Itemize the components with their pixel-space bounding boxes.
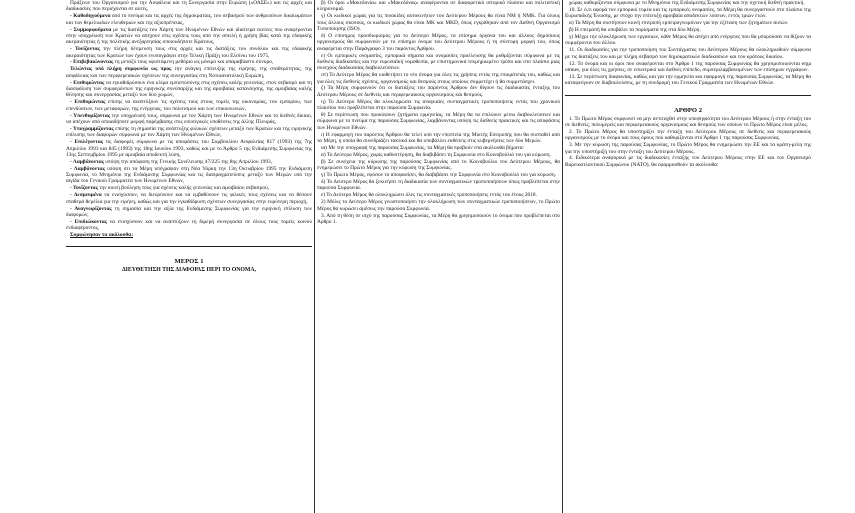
- article-clause: β) Σε συνέχεια της κύρωσης της παρούσας Συμφωνίας από το Κοινοβούλιο του Δεύτερου Μέρους, θα ενημερώσει το Πρώτο Μέρος για την κύρωση της Συμφωνίας.: [317, 158, 560, 172]
- article-clause: 10. Σε ό,τι αφορά τον εμπορικό τομέα και τις εμπορικές ονομασίες, τα Μέρη θα συνεργαστούν στο πλαίσιο της Ευρωπαϊκής Ένωσης, με στόχο την επίτευξη αμοιβαία αποδεκτών λύσεων, εντός τριών ετών.: [565, 6, 811, 20]
- preamble-paragraph: [66, 159, 312, 165]
- article-clause: 2. Το Πρώτο Μέρος θα υποστηρίξει την ένταξη του Δεύτερου Μέρους σε διεθνείς και περιφερειακούς οργανισμούς με το όνομα και τους όρους που καθορίζονται στο Άρθρο 1 της παρούσας Συμφωνίας.: [565, 128, 811, 142]
- preamble-paragraph: [66, 166, 312, 185]
- article-clause: 11. Οι διαδικασίες για την τροποποίηση του Συντάγματος του Δεύτερου Μέρους θα ολοκληρωθούν σύμφωνα με τις διατάξεις του και με πλήρη σεβασμό των δημοκρατικών διαδικασιών και του κράτους δικαίου.: [565, 47, 811, 60]
- article-clause: γ) Οι κωδικοί χώρας για τις πινακίδες αυτοκινήτων του Δεύτερου Μέρους θα είναι ΝΜ ή NMK. Για όλους τους άλλους σκοπούς, οι κωδικοί χώρας θα είναι MK και MKD, όπως εγκρίθηκαν από τον Διεθνή Οργανισμό Τυποποίησης (ΙSO).: [317, 13, 560, 32]
- agreed-line: Συμφώνησαν τα ακόλουθα:: [70, 232, 133, 239]
- paragraph-text: επίσης τη σημασία της ανάπτυξης φιλικών σχέσεων μεταξύ των Κρατών και της ειρηνικής επίλυσης των διαφορών σύμφωνα με τον Χάρτη των Ηνωμένων Εθνών,: [66, 125, 312, 139]
- preamble-paragraph: [66, 139, 312, 158]
- paragraph-text: τις διαφορές σύμφωνα με τις αποφάσεις του Συμβουλίου Ασφαλείας 817 (1993) της 7ης Απριλίου 1993 και 845 (1993) της 18ης Ιουνίου 1993, καθώς και με το Άρθρο 5 της Ενδιάμεσης Συμφωνίας της 13ης Σεπτεμβρίου 1995 με αμοιβαία αποδεκτή λύση,: [66, 139, 312, 158]
- article-clause: η) Το Δεύτερο Μέρος θα ολοκληρώσει τις αναγκαίες συνταγματικές τροποποιήσεις εντός του χρονικού πλαισίου που προβλέπεται στην παρούσα Συμφωνία.: [317, 98, 560, 112]
- paragraph-text: την υποχρέωσή τους, σύμφωνα με τον Χάρτη των Ηνωμένων Εθνών και το διεθνές δίκαιο, να απέχουν από οποιαδήποτε μορφή παρέμβασης στις εσωτερικές υποθέσεις της άλλης Πλευράς,: [66, 112, 312, 125]
- article-clause: ια) Με την υπογραφή της παρούσας Συμφωνίας, τα Μέρη θα προβούν στα ακόλουθα βήματα:: [321, 144, 524, 151]
- paragraph-lead: - Δεσμευμένα: [70, 192, 105, 199]
- paragraph-text: τη μεταξύ τους υφιστάμενη μεθόριο ως μόνιμο και απαραβίαστο σύνορο,: [114, 59, 274, 66]
- paragraph-text: να ενισχύσουν, να διευρύνουν και να εμβαθύνουν τις φιλικές τους σχέσεις και να θέσουν σταθερά θεμέλια για την ειρήνη, καθώς και για την εγκαθίδρυση σχέσεων συνεργασίας στην ευρύτερη περιοχή,: [66, 192, 312, 205]
- paragraph-lead: - Επιβεβαιώνοντας: [70, 59, 115, 66]
- part-title: ΜΕΡΟΣ 1: [174, 258, 204, 266]
- paragraph-text: την κοινή βούληση τους για σχέσεις καλής γειτονίας και αμοιβαίου σεβασμού,: [99, 185, 270, 192]
- preamble-paragraph: [66, 46, 312, 59]
- paragraph-lead: - Επιλέγοντας: [70, 139, 106, 146]
- preamble-paragraph: [66, 113, 312, 126]
- paragraph-text: την ανάγκη επίτευξης της ειρήνης, της σταθερότητας, της ασφάλειας και των περιφερειακών σχέσεων της συνεργασίας στη Νοτιοανατολική Ευρώπη,: [66, 66, 312, 79]
- preamble-paragraph: [66, 206, 312, 219]
- paragraph-text: Πράξεων του Οργανισμού για την Ασφάλεια και τη Συνεργασία στην Ευρώπη («ΟΑΣΕ») και τις αρχές και διαδικασίες που περιέχονται σε αυτές,: [66, 0, 312, 13]
- paragraph-lead: - Τονίζοντας: [70, 46, 104, 53]
- paragraph-lead: - Επιδιώκοντας: [70, 218, 110, 225]
- part-subtitle: ΔΙΕΥΘΕΤΗΣΗ ΤΗΣ ΔΙΑΦΟΡΑΣ ΠΕΡΙ ΤΟ ΟΝΟΜΑ,: [121, 267, 257, 274]
- article-clause: 12. Το όνομα και οι όροι που αναφέρονται στο Άρθρο 1 της παρούσας Συμφωνίας θα χρησιμοποιούνται erga omnes, για όλες τις χρήσεις, σε εσωτερικό και διεθνές επίπεδο, συμπεριλαμβανομένων των επίσημων εγγράφων.: [565, 60, 811, 73]
- column-right: [565, 0, 811, 513]
- article-clause: ζ) Τα Μέρη συμφωνούν ότι οι διατάξεις του παρόντος Άρθρου δεν θίγουν τις διαδικασίες ένταξης του Δεύτερου Μέρους σε διεθνείς και περιφερειακούς οργανισμούς και θεσμούς.: [317, 85, 560, 98]
- paragraph-text: να εγκαθιδρύσουν ένα κλίμα εμπιστοσύνης στις σχέσεις καλής γειτονίας, στον σεβασμό και τη διασφάλιση των συμφερόντων της ειρηνικής συνύπαρξης και της αμοιβαίας κατανόησης, της αμοιβαίας καλής θέλησης και συνεργασίας μεταξύ των δύο χωρών,: [66, 79, 312, 99]
- preamble-paragraph: [66, 126, 312, 139]
- paragraph-text: υπόψη ότι τα Μέρη υπέγραψαν στη Νέα Υόρκη την 13η Οκτωβρίου 1995 την Ενδιάμεση Συμφωνία, το Μνημόνιο της Ενδιάμεσης Συμφωνίας και τις διαπραγματεύσεις μεταξύ των Μερών υπό την αιγίδα του Γενικού Γραμματέα των Ηνωμένων Εθνών,: [66, 165, 312, 185]
- preamble-paragraph: [66, 66, 312, 79]
- article-items: [565, 0, 811, 87]
- paragraph-text: επίσης να αναπτύξουν τις σχέσεις τους στους τομείς της οικονομίας, του εμπορίου, των επενδύσεων, των μεταφορών, της ενέργειας, του πολιτισμού και των επικοινωνιών,: [66, 99, 312, 112]
- article-clause: θ) Σε περίπτωση που προκύψουν ζητήματα ερμηνείας, τα Μέρη θα τα επιλύουν μέσω διαβουλεύσεων και σύμφωνα με το πνεύμα της παρούσας Συμφωνίας, λαμβάνοντας υπόψη τις διεθνείς πρακτικές και τις αποφάσεις των Ηνωμένων Εθνών.: [317, 112, 560, 131]
- column-middle: [317, 0, 560, 513]
- preamble-paragraph: [66, 0, 312, 13]
- article-clause: δ) Ο επίσημος προσδιορισμός για το Δεύτερο Μέρος, τα επίσημα όργανα του και άλλους δημόσιους οργανισμούς θα συμφωνούν με το επίσημο όνομα του Δεύτερου Μέρους ή τη σύντομη μορφή του, όπως αναφέρεται στην Παράγραφο 3 του παρόντος Άρθρου.: [317, 32, 560, 52]
- article-clause: 13. Σε περίπτωση διαφωνίας, καθώς και για την ερμηνεία και εφαρμογή της παρούσας Συμφωνίας, τα Μέρη θα καταφεύγουν σε διαβουλεύσεις, με τη συνδρομή του Γενικού Γραμματέα των Ηνωμένων Εθνών.: [565, 73, 811, 87]
- paragraph-lead: - Συμμορφούμενα: [70, 26, 114, 33]
- article-header: [565, 95, 811, 115]
- article-clause: α) Το Δεύτερο Μέρος, χωρίς καθυστέρηση, θα διαβιβάσει τη Συμφωνία στο Κοινοβούλιό του για κύρωση.: [321, 151, 551, 158]
- paragraph-lead: - Καθοδηγούμενα: [70, 13, 112, 20]
- article-title: ΑΡΘΡΟ 2: [673, 106, 703, 114]
- column-divider: [562, 0, 563, 513]
- preamble-paragraph: [66, 99, 312, 112]
- paragraph-lead: - Επιθυμώντας: [70, 99, 109, 106]
- preamble-paragraph: [66, 27, 312, 46]
- paragraph-lead: - Υπογραμμίζοντας: [70, 125, 116, 132]
- preamble-paragraph: [66, 192, 312, 205]
- article-clause: 4. Ειδικότερα αναφορικά με τις διαδικασίες ένταξης του Δεύτερου Μέρους στην ΕΕ και τον Οργανισμό Βορειοατλαντικού Συμφώνου (ΝΑΤΟ), θα εφαρμοσθούν τα ακόλουθα:: [565, 155, 811, 168]
- article-clause: 3. Από τη θέση σε ισχύ της παρούσας Συμφωνίας, τα Μέρη θα χρησιμοποιούν το όνομα που προβλέπεται στο Άρθρο 1.: [317, 212, 560, 225]
- paragraph-lead: - Αναγνωρίζοντας: [70, 205, 115, 212]
- article-clause: δ) Το Δεύτερο Μέρος θα ξεκινήσει τη διαδικασία των συνταγματικών τροποποιήσεων όπως προβλέπεται στην παρούσα Συμφωνία.: [317, 179, 560, 192]
- article-clause: 3. Με την κύρωση της παρούσας Συμφωνίας, το Πρώτο Μέρος θα ενημερώσει την ΕΕ και τα κράτη-μέλη της για την υποστήριξή του στην ένταξη του Δεύτερου Μέρους.: [565, 142, 811, 155]
- paragraph-text: με τις διατάξεις του Χάρτη των Ηνωμένων Εθνών και ιδιαίτερα εκείνες που αναφέρονται στην υποχρέωση των Κρατών να απέχουν στις σχέσεις τους από την απειλή ή χρήση βίας κατά της εδαφικής ακεραιότητας ή της πολιτικής ανεξαρτησίας οποιουδήποτε Κράτους,: [66, 26, 312, 46]
- article-clause: ε) Οι εμπορικές ονομασίες, εμπορικά σήματα και ονομασίες προέλευσης θα ρυθμίζονται σύμφωνα με τις διεθνείς διαδικασίες και την ευρωπαϊκή νομοθεσία, με επιστημονικά τεκμηριωμένο τρόπο και στο πλαίσιο μιας συνεχούς διαδικασίας διαβουλεύσεων.: [317, 52, 560, 72]
- paragraph-text: από το πνεύμα και τις αρχές της δημοκρατίας, του σεβασμού των ανθρωπίνων δικαιωμάτων και των θεμελιωδών ελευθεριών και της αξιοπρέπειας,: [66, 13, 312, 26]
- article-clause: χώρας καθορίζονται σύμφωνα με το Μνημόνιο της Ενδιάμεσης Συμφωνίας και την σχετική διεθνή πρακτική.: [569, 0, 805, 6]
- preamble-paragraph: [66, 219, 312, 232]
- column-left: [66, 0, 312, 513]
- article-clause: ι) Η εφαρμογή του παρόντος Άρθρου θα τελεί υπό την εποπτεία της Μικτής Επιτροπής που θα συσταθεί από τα Μέρη, η οποία θα συνεδριάζει τακτικά και θα υποβάλλει εκθέσεις στις κυβερνήσεις των δύο Μερών.: [317, 131, 560, 144]
- preamble-paragraph: [66, 13, 312, 26]
- column-divider: [314, 0, 315, 513]
- article-clause: ε) Το Δεύτερο Μέρος θα ολοκληρώσει όλες τις συνταγματικές τροποποιήσεις εντός του έτους 2018.: [321, 192, 537, 199]
- article-items: [317, 0, 560, 225]
- paragraph-text: υπόψη την απόφαση της Γενικής Συνέλευσης 47/225 της 8ης Απριλίου 1993,: [105, 158, 273, 165]
- article-clause: 1. Το Πρώτο Μέρος συμφωνεί να μην αντιταχθεί στην υποψηφιότητα του Δεύτερου Μέρους ή στην ένταξη του σε διεθνείς, πολυμερείς και περιφερειακούς οργανισμούς και θεσμούς των οποίων το Πρώτο Μέρος είναι μέλος.: [565, 115, 811, 128]
- preamble-paragraphs: [66, 0, 312, 232]
- paragraph-lead: Τελώντας υπό πλήρη συμφωνία ως προς: [70, 66, 175, 73]
- article-clause: στ) Το Δεύτερο Μέρος θα υιοθετήσει το νέο όνομα για όλες τις χρήσεις εντός της επικράτειάς του, καθώς και για όλες τις διεθνείς σχέσεις, οργανισμούς και θεσμούς στους οποίους συμμετέχει ή θα συμμετάσχει.: [317, 72, 560, 85]
- paragraph-lead: - Λαμβάνοντας: [70, 165, 108, 172]
- article-clause: γ) Το Πρώτο Μέρος, εφόσον το αποφασίσει, θα διαβιβάσει την Συμφωνία στο Κοινοβούλιό του για κύρωση.: [321, 172, 557, 179]
- paragraph-lead: - Υπενθυμίζοντας: [70, 112, 112, 119]
- preamble-paragraph: [66, 59, 312, 65]
- paragraph-lead: - Τονίζοντας: [70, 185, 100, 192]
- paragraph-lead: - Λαμβάνοντας: [70, 158, 106, 165]
- article-clause: 2) Μόλις το Δεύτερο Μέρος γνωστοποιήσει την ολοκλήρωση των συνταγματικών τροποποιήσεων, το Πρώτο Μέρος θα κυρώσει αμέσως την παρούσα Συμφωνία.: [317, 199, 560, 212]
- article-clause: β) Η επιτροπή θα υποβάλει τα πορίσματά της στα δύο Μέρη.: [569, 27, 701, 34]
- paragraph-text: τη σημασία και την αξία της Ενδιάμεσης Συμφωνίας για την ειρηνική επίλυση των διαφορών,: [66, 205, 312, 218]
- article-2-items: [565, 116, 811, 169]
- paragraph-text: την πλήρη δέσμευση τους στις αρχές και τις διατάξεις του συνόλου και της εδαφικής ακεραιότητας των Κρατών των έχουν ενυπογράψει στην Τελική Πράξη του Ελσίνκι του 1975,: [66, 46, 312, 59]
- paragraph-lead: - Επιθυμώντας: [70, 79, 106, 86]
- preamble-paragraph: [66, 185, 312, 191]
- article-clause: γ) Μέχρι την ολοκλήρωση των εργασιών, κάθε Μέρος θα απέχει από ενέργειες που θα μπορούσαν να θίξουν τα συμφέροντα του άλλου.: [565, 34, 811, 47]
- paragraph-text: να ενισχύσουν και να αναπτύξουν τη διμερή συνεργασία σε όλους τους τομείς κοινού ενδιαφέροντος,: [66, 218, 312, 232]
- part-header: [66, 246, 312, 274]
- preamble-paragraph: [66, 80, 312, 99]
- article-clause: β) Οι όροι «Μακεδονία» και «Μακεδόνας» αναφέρονται σε διαφορετικό ιστορικό πλαίσιο και πολιτιστική κληρονομιά.: [317, 0, 560, 13]
- article-clause: α) Τα Μέρη θα συστήσουν κοινή επιτροπή εμπειρογνωμόνων για την εξέταση των ζητημάτων αυτών.: [569, 20, 789, 27]
